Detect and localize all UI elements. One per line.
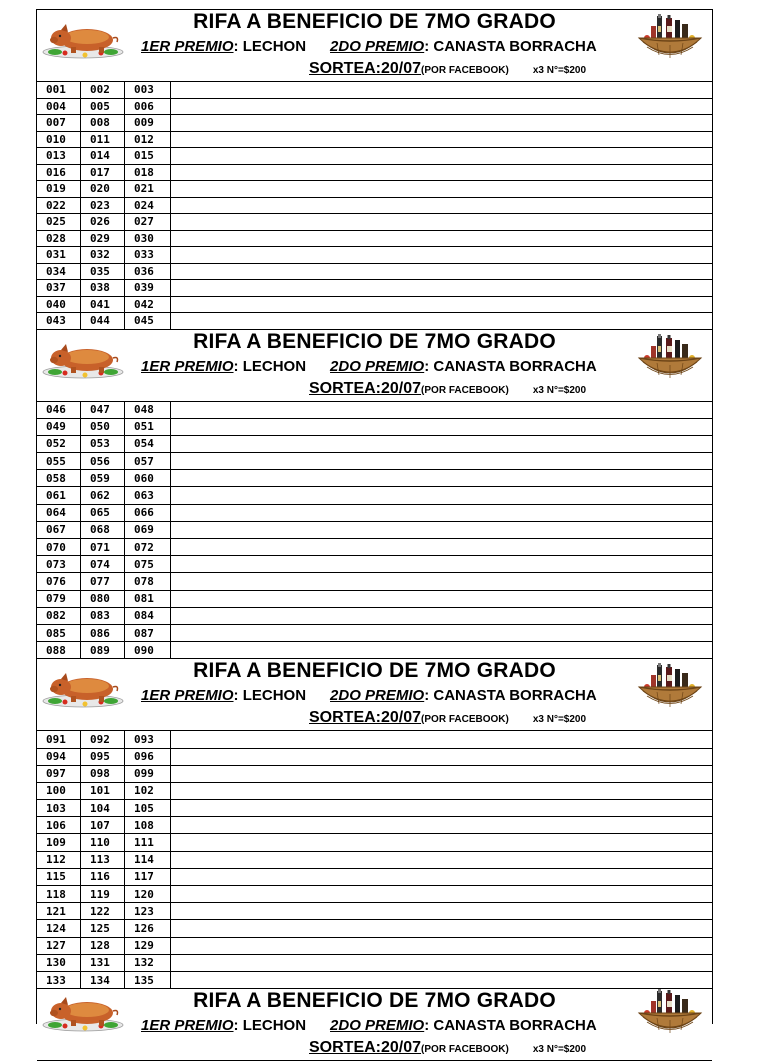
buyer-name-field[interactable] <box>171 766 712 782</box>
ticket-number: 057 <box>125 453 171 469</box>
ticket-number: 014 <box>81 148 125 164</box>
ticket-number: 012 <box>125 132 171 148</box>
second-prize-value: : CANASTA BORRACHA <box>424 38 597 55</box>
buyer-name-field[interactable] <box>171 148 712 164</box>
ticket-number: 093 <box>125 731 171 747</box>
ticket-number: 018 <box>125 165 171 181</box>
ticket-row <box>37 165 712 182</box>
ticket-number: 070 <box>37 539 81 555</box>
buyer-name-field[interactable] <box>171 903 712 919</box>
buyer-name-field[interactable] <box>171 886 712 902</box>
ticket-number: 101 <box>81 783 125 799</box>
ticket-number: 016 <box>37 165 81 181</box>
ticket-number: 063 <box>125 487 171 503</box>
ticket-number: 072 <box>125 539 171 555</box>
raffle-header <box>37 330 712 402</box>
ticket-number: 082 <box>37 608 81 624</box>
ticket-number: 011 <box>81 132 125 148</box>
ticket-number: 059 <box>81 470 125 486</box>
ticket-number: 024 <box>125 198 171 214</box>
buyer-name-field[interactable] <box>171 214 712 230</box>
ticket-number: 021 <box>125 181 171 197</box>
ticket-number: 115 <box>37 869 81 885</box>
draw-note: (POR FACEBOOK) <box>421 65 509 76</box>
ticket-number: 066 <box>125 505 171 521</box>
buyer-name-field[interactable] <box>171 231 712 247</box>
buyer-name-field[interactable] <box>171 642 712 658</box>
ticket-row <box>37 852 712 869</box>
draw-note: (POR FACEBOOK) <box>421 1044 509 1056</box>
first-prize-label: 1ER PREMIO <box>141 357 234 375</box>
ticket-number: 054 <box>125 436 171 452</box>
ticket-number: 112 <box>37 852 81 868</box>
ticket-row <box>37 834 712 851</box>
buyer-name-field[interactable] <box>171 591 712 607</box>
ticket-number: 111 <box>125 834 171 850</box>
ticket-number: 085 <box>37 625 81 641</box>
buyer-name-field[interactable] <box>171 453 712 469</box>
draw-date: SORTEA:20/07 <box>309 709 422 727</box>
ticket-row <box>37 869 712 886</box>
ticket-number: 030 <box>125 231 171 247</box>
ticket-row <box>37 99 712 116</box>
ticket-number: 047 <box>81 402 125 418</box>
ticket-number: 034 <box>37 264 81 280</box>
ticket-row <box>37 82 712 99</box>
ticket-number: 084 <box>125 608 171 624</box>
ticket-number: 041 <box>81 297 125 313</box>
draw-line <box>309 1039 586 1057</box>
ticket-number: 128 <box>81 938 125 954</box>
ticket-number: 087 <box>125 625 171 641</box>
raffle-title: RIFA A BENEFICIO DE 7MO GRADO <box>193 989 556 1013</box>
first-prize-value: : LECHON <box>233 1017 307 1035</box>
ticket-number: 045 <box>125 313 171 329</box>
ticket-row <box>37 800 712 817</box>
buyer-name-field[interactable] <box>171 313 712 329</box>
prizes-line <box>141 687 597 704</box>
ticket-number: 065 <box>81 505 125 521</box>
ticket-number: 079 <box>37 591 81 607</box>
raffle-title: RIFA A BENEFICIO DE 7MO GRADO <box>193 659 556 683</box>
ticket-number: 062 <box>81 487 125 503</box>
ticket-number: 064 <box>37 505 81 521</box>
ticket-number: 015 <box>125 148 171 164</box>
ticket-number: 132 <box>125 955 171 971</box>
ticket-number: 050 <box>81 419 125 435</box>
first-prize-value: : LECHON <box>233 38 307 55</box>
ticket-number: 071 <box>81 539 125 555</box>
ticket-row <box>37 470 712 487</box>
ticket-number: 086 <box>81 625 125 641</box>
ticket-number: 052 <box>37 436 81 452</box>
ticket-number: 103 <box>37 800 81 816</box>
ticket-number: 027 <box>125 214 171 230</box>
ticket-number: 123 <box>125 903 171 919</box>
buyer-name-field[interactable] <box>171 955 712 971</box>
prizes-line <box>141 1017 597 1034</box>
ticket-number: 029 <box>81 231 125 247</box>
ticket-number: 129 <box>125 938 171 954</box>
ticket-price: x3 N°=$200 <box>532 65 587 76</box>
ticket-row <box>37 264 712 281</box>
second-prize-value: : CANASTA BORRACHA <box>424 1017 597 1035</box>
buyer-name-field[interactable] <box>171 470 712 486</box>
buyer-name-field[interactable] <box>171 247 712 263</box>
ticket-number: 017 <box>81 165 125 181</box>
second-prize-label: 2DO PREMIO <box>330 38 425 55</box>
ticket-number: 104 <box>81 800 125 816</box>
ticket-number: 108 <box>125 817 171 833</box>
ticket-number: 116 <box>81 869 125 885</box>
ticket-number: 098 <box>81 766 125 782</box>
ticket-number: 122 <box>81 903 125 919</box>
buyer-name-field[interactable] <box>171 297 712 313</box>
first-prize-label: 1ER PREMIO <box>141 1017 234 1035</box>
ticket-number: 004 <box>37 99 81 115</box>
ticket-number: 025 <box>37 214 81 230</box>
ticket-number: 049 <box>37 419 81 435</box>
ticket-number: 126 <box>125 920 171 936</box>
second-prize-label: 2DO PREMIO <box>330 1017 425 1035</box>
ticket-number: 117 <box>125 869 171 885</box>
ticket-number: 121 <box>37 903 81 919</box>
ticket-row <box>37 783 712 800</box>
ticket-number: 043 <box>37 313 81 329</box>
ticket-row <box>37 436 712 453</box>
buyer-name-field[interactable] <box>171 817 712 833</box>
ticket-number: 053 <box>81 436 125 452</box>
ticket-number: 031 <box>37 247 81 263</box>
ticket-row <box>37 181 712 198</box>
ticket-number: 067 <box>37 522 81 538</box>
ticket-row <box>37 573 712 590</box>
ticket-rows <box>37 731 712 989</box>
ticket-row <box>37 766 712 783</box>
second-prize-label: 2DO PREMIO <box>330 357 425 375</box>
ticket-number: 107 <box>81 817 125 833</box>
ticket-number: 060 <box>125 470 171 486</box>
raffle-title: RIFA A BENEFICIO DE 7MO GRADO <box>193 329 556 353</box>
ticket-number: 118 <box>37 886 81 902</box>
raffle-sheet <box>36 9 713 1057</box>
buyer-name-field[interactable] <box>171 783 712 799</box>
ticket-number: 002 <box>81 82 125 98</box>
ticket-number: 023 <box>81 198 125 214</box>
ticket-number: 035 <box>81 264 125 280</box>
prizes-line <box>141 38 597 55</box>
second-prize-value: : CANASTA BORRACHA <box>424 357 597 375</box>
ticket-number: 113 <box>81 852 125 868</box>
buyer-name-field[interactable] <box>171 972 712 988</box>
draw-line <box>309 709 586 727</box>
buyer-name-field[interactable] <box>171 198 712 214</box>
ticket-row <box>37 487 712 504</box>
ticket-row <box>37 938 712 955</box>
ticket-number: 109 <box>37 834 81 850</box>
ticket-row <box>37 817 712 834</box>
first-prize-label: 1ER PREMIO <box>141 38 234 55</box>
buyer-name-field[interactable] <box>171 82 712 98</box>
ticket-row <box>37 903 712 920</box>
buyer-name-field[interactable] <box>171 264 712 280</box>
ticket-number: 048 <box>125 402 171 418</box>
ticket-number: 095 <box>81 749 125 765</box>
ticket-row <box>37 115 712 132</box>
ticket-number: 097 <box>37 766 81 782</box>
ticket-number: 125 <box>81 920 125 936</box>
buyer-name-field[interactable] <box>171 625 712 641</box>
buyer-name-field[interactable] <box>171 99 712 115</box>
ticket-number: 105 <box>125 800 171 816</box>
ticket-number: 061 <box>37 487 81 503</box>
buyer-name-field[interactable] <box>171 436 712 452</box>
ticket-number: 042 <box>125 297 171 313</box>
first-prize-value: : LECHON <box>233 687 307 705</box>
buyer-name-field[interactable] <box>171 115 712 131</box>
prizes-line <box>141 358 597 375</box>
buyer-name-field[interactable] <box>171 419 712 435</box>
ticket-rows <box>37 402 712 660</box>
ticket-number: 010 <box>37 132 81 148</box>
ticket-rows <box>37 82 712 330</box>
buyer-name-field[interactable] <box>171 749 712 765</box>
ticket-number: 119 <box>81 886 125 902</box>
buyer-name-field[interactable] <box>171 402 712 418</box>
raffle-section <box>37 989 712 1061</box>
ticket-row <box>37 231 712 248</box>
ticket-number: 073 <box>37 556 81 572</box>
ticket-number: 068 <box>81 522 125 538</box>
ticket-number: 080 <box>81 591 125 607</box>
ticket-row <box>37 731 712 748</box>
ticket-number: 003 <box>125 82 171 98</box>
first-prize-label: 1ER PREMIO <box>141 687 234 705</box>
ticket-row <box>37 522 712 539</box>
ticket-row <box>37 608 712 625</box>
draw-note: (POR FACEBOOK) <box>421 714 509 726</box>
ticket-row <box>37 198 712 215</box>
raffle-header <box>37 659 712 731</box>
ticket-row <box>37 297 712 314</box>
buyer-name-field[interactable] <box>171 731 712 747</box>
ticket-price: x3 N°=$200 <box>532 1044 587 1056</box>
buyer-name-field[interactable] <box>171 938 712 954</box>
raffle-section <box>37 330 712 660</box>
second-prize-label: 2DO PREMIO <box>330 687 425 705</box>
ticket-number: 090 <box>125 642 171 658</box>
buyer-name-field[interactable] <box>171 132 712 148</box>
ticket-row <box>37 591 712 608</box>
raffle-title: RIFA A BENEFICIO DE 7MO GRADO <box>193 10 556 33</box>
ticket-row <box>37 247 712 264</box>
ticket-number: 056 <box>81 453 125 469</box>
buyer-name-field[interactable] <box>171 539 712 555</box>
buyer-name-field[interactable] <box>171 852 712 868</box>
raffle-header <box>37 989 712 1061</box>
ticket-number: 007 <box>37 115 81 131</box>
ticket-number: 036 <box>125 264 171 280</box>
ticket-number: 046 <box>37 402 81 418</box>
ticket-number: 039 <box>125 280 171 296</box>
ticket-number: 092 <box>81 731 125 747</box>
ticket-number: 134 <box>81 972 125 988</box>
ticket-number: 075 <box>125 556 171 572</box>
ticket-number: 037 <box>37 280 81 296</box>
ticket-number: 124 <box>37 920 81 936</box>
ticket-row <box>37 402 712 419</box>
ticket-number: 078 <box>125 573 171 589</box>
ticket-number: 127 <box>37 938 81 954</box>
draw-date: SORTEA:20/07 <box>309 379 422 397</box>
ticket-row <box>37 453 712 470</box>
ticket-number: 019 <box>37 181 81 197</box>
ticket-number: 008 <box>81 115 125 131</box>
draw-date: SORTEA:20/07 <box>309 60 422 77</box>
raffle-header <box>37 10 712 82</box>
ticket-number: 083 <box>81 608 125 624</box>
ticket-number: 135 <box>125 972 171 988</box>
ticket-row <box>37 132 712 149</box>
ticket-number: 100 <box>37 783 81 799</box>
ticket-number: 013 <box>37 148 81 164</box>
ticket-number: 130 <box>37 955 81 971</box>
buyer-name-field[interactable] <box>171 920 712 936</box>
ticket-number: 005 <box>81 99 125 115</box>
buyer-name-field[interactable] <box>171 522 712 538</box>
ticket-row <box>37 625 712 642</box>
second-prize-value: : CANASTA BORRACHA <box>424 687 597 705</box>
ticket-row <box>37 642 712 659</box>
ticket-number: 076 <box>37 573 81 589</box>
ticket-number: 081 <box>125 591 171 607</box>
ticket-number: 026 <box>81 214 125 230</box>
ticket-number: 088 <box>37 642 81 658</box>
ticket-number: 040 <box>37 297 81 313</box>
first-prize-value: : LECHON <box>233 357 307 375</box>
buyer-name-field[interactable] <box>171 487 712 503</box>
buyer-name-field[interactable] <box>171 834 712 850</box>
buyer-name-field[interactable] <box>171 800 712 816</box>
ticket-number: 114 <box>125 852 171 868</box>
ticket-number: 032 <box>81 247 125 263</box>
ticket-number: 094 <box>37 749 81 765</box>
ticket-number: 074 <box>81 556 125 572</box>
buyer-name-field[interactable] <box>171 505 712 521</box>
ticket-number: 110 <box>81 834 125 850</box>
buyer-name-field[interactable] <box>171 608 712 624</box>
ticket-row <box>37 313 712 330</box>
ticket-row <box>37 419 712 436</box>
draw-line <box>309 60 586 78</box>
ticket-price: x3 N°=$200 <box>532 714 587 726</box>
ticket-number: 001 <box>37 82 81 98</box>
raffle-section <box>37 10 712 330</box>
ticket-row <box>37 886 712 903</box>
draw-note: (POR FACEBOOK) <box>421 384 509 396</box>
ticket-row <box>37 920 712 937</box>
ticket-number: 089 <box>81 642 125 658</box>
ticket-number: 033 <box>125 247 171 263</box>
ticket-number: 028 <box>37 231 81 247</box>
ticket-price: x3 N°=$200 <box>532 384 587 396</box>
ticket-number: 038 <box>81 280 125 296</box>
ticket-number: 055 <box>37 453 81 469</box>
ticket-number: 096 <box>125 749 171 765</box>
ticket-row <box>37 214 712 231</box>
ticket-row <box>37 972 712 989</box>
buyer-name-field[interactable] <box>171 869 712 885</box>
ticket-number: 102 <box>125 783 171 799</box>
ticket-number: 006 <box>125 99 171 115</box>
buyer-name-field[interactable] <box>171 556 712 572</box>
buyer-name-field[interactable] <box>171 280 712 296</box>
raffle-section <box>37 659 712 989</box>
ticket-number: 069 <box>125 522 171 538</box>
buyer-name-field[interactable] <box>171 165 712 181</box>
buyer-name-field[interactable] <box>171 181 712 197</box>
ticket-row <box>37 556 712 573</box>
ticket-number: 106 <box>37 817 81 833</box>
buyer-name-field[interactable] <box>171 573 712 589</box>
ticket-number: 091 <box>37 731 81 747</box>
ticket-number: 009 <box>125 115 171 131</box>
ticket-number: 120 <box>125 886 171 902</box>
ticket-number: 022 <box>37 198 81 214</box>
ticket-number: 044 <box>81 313 125 329</box>
ticket-row <box>37 749 712 766</box>
ticket-row <box>37 148 712 165</box>
ticket-number: 077 <box>81 573 125 589</box>
ticket-number: 099 <box>125 766 171 782</box>
draw-line <box>309 380 586 398</box>
ticket-number: 020 <box>81 181 125 197</box>
ticket-number: 058 <box>37 470 81 486</box>
draw-date: SORTEA:20/07 <box>309 1039 422 1057</box>
ticket-number: 133 <box>37 972 81 988</box>
ticket-row <box>37 280 712 297</box>
ticket-row <box>37 505 712 522</box>
ticket-row <box>37 955 712 972</box>
ticket-row <box>37 539 712 556</box>
ticket-number: 131 <box>81 955 125 971</box>
ticket-number: 051 <box>125 419 171 435</box>
